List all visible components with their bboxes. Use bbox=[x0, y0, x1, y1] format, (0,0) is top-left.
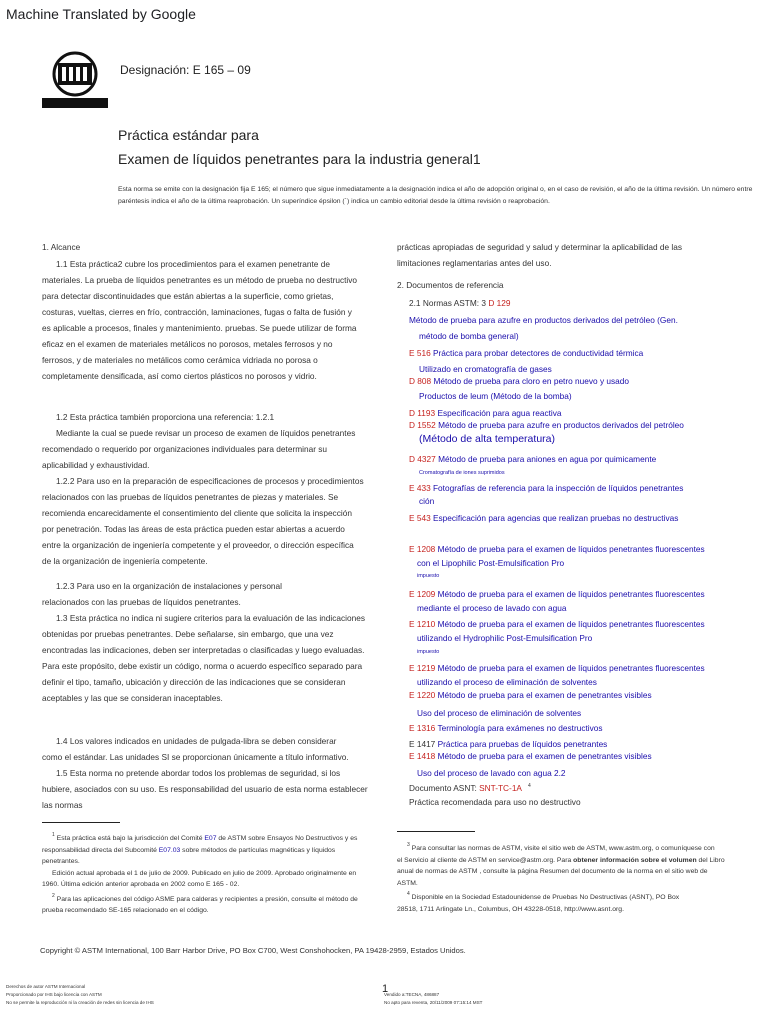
footnote-text: el Servicio al cliente de ASTM en service@astm.org. Para bbox=[397, 856, 574, 864]
para-1-2: 1.2 Esta práctica también proporciona una referencia: 1.2.1 bbox=[56, 412, 275, 422]
para-line: aplicabilidad y exhaustividad. bbox=[42, 460, 150, 470]
ref-title[interactable]: utilizando el Hydrophilic Post-Emulsification Pro bbox=[417, 633, 593, 643]
footnote-line: 28518, 1711 Arlingate Ln., Columbus, OH 43228-0518, http://www.asnt.org. bbox=[397, 905, 624, 913]
footnote-text: responsabilidad directa del Subcomité bbox=[42, 846, 159, 854]
footnote-text: Disponible en la Sociedad Estadounidense de Pruebas No Destructivas (ASNT), PO Box bbox=[411, 894, 680, 901]
subcommittee-link[interactable]: E07.03 bbox=[158, 846, 181, 854]
footnote-line: anual de normas de ASTM , consulte la página Resumen del documento de la norma en el sitio web de bbox=[397, 868, 708, 875]
footnote-line bbox=[397, 855, 737, 867]
ref-title[interactable]: Terminología para exámenes no destructivos bbox=[435, 723, 603, 733]
ref-title[interactable]: Productos de leum (Método de la bomba) bbox=[419, 391, 572, 401]
para-line: recomienda encarecidamente el consentimiento del cliente que solicita la inspección bbox=[42, 508, 352, 518]
para-line: limitaciones reglamentarias antes del uso. bbox=[397, 258, 552, 268]
ref-link-code[interactable]: D 1193 bbox=[409, 408, 436, 418]
footnote-number: 2 bbox=[52, 892, 55, 899]
para-line: es aplicable a procesos, finales y mantenimiento. pruebas. Se puede utilizar de forma bbox=[42, 323, 357, 333]
footnote-text: del Libro bbox=[696, 856, 725, 864]
ref-link-code[interactable]: D 4327 bbox=[409, 454, 436, 464]
para-1-2-3: 1.2.3 Para uso en la organización de instalaciones y personal bbox=[56, 581, 283, 591]
para-line: Mediante la cual se puede revisar un proceso de examen de líquidos penetrantes bbox=[56, 428, 356, 438]
footnote-line: ASTM. bbox=[397, 879, 418, 887]
title-line-1: Práctica estándar para bbox=[118, 127, 259, 143]
footer-left bbox=[6, 983, 154, 1007]
ref-title[interactable]: Utilizado en cromatografía de gases bbox=[419, 364, 552, 374]
ref-title[interactable]: (Método de alta temperatura) bbox=[419, 433, 555, 445]
para-line: como el estándar. Las unidades SI se proporcionan únicamente a título informativo. bbox=[42, 752, 349, 762]
footnote-text: Para consultar las normas de ASTM, visite el sitio web de ASTM, www.astm.org, o comuníquese con bbox=[411, 845, 715, 852]
para-1-4: 1.4 Los valores indicados en unidades de pulgada-libra se deben considerar bbox=[56, 736, 337, 746]
footnote-divider bbox=[42, 822, 120, 823]
ref-e543 bbox=[409, 511, 739, 527]
para-line: costuras, vueltas, cierres en frío, contracción, laminaciones, fugas o falta de fusión y bbox=[42, 307, 352, 317]
footnote-1 bbox=[42, 830, 372, 845]
footnote-line bbox=[42, 845, 372, 857]
para-line: relacionados con las pruebas de líquidos penetrantes. bbox=[42, 597, 241, 607]
ref-title[interactable]: Especificación para agua reactiva bbox=[435, 408, 562, 418]
footnote-text: Esta práctica está bajo la jurisdicción del Comité bbox=[56, 835, 205, 842]
ref-title[interactable]: Práctica para pruebas de líquidos penetrantes bbox=[435, 739, 608, 749]
para-line: entre la organización de ingeniería competente y el proveedor, o dirección específica bbox=[42, 540, 354, 550]
footnote-number: 3 bbox=[407, 842, 410, 848]
ref-title[interactable]: Método de prueba para el examen de líquidos penetrantes fluorescentes bbox=[435, 619, 705, 629]
para-line: eficaz en el examen de materiales metálicos no porosos, metales ferrosos y no bbox=[42, 339, 333, 349]
footnotes-right bbox=[397, 840, 737, 915]
ref-link-code[interactable]: E 516 bbox=[409, 348, 431, 358]
ref-title[interactable]: Método de prueba para azufre en productos derivados del petróleo (Gen. bbox=[409, 315, 678, 325]
copyright-line: Copyright © ASTM International, 100 Barr Harbor Drive, PO Box C700, West Conshohocken, PA 19428-2959, Estados Unidos. bbox=[40, 946, 466, 955]
ref-link-d129[interactable]: D 129 bbox=[488, 298, 511, 308]
ref-d808 bbox=[409, 374, 739, 390]
astm-standards-line bbox=[409, 296, 739, 312]
ref-title[interactable]: Uso del proceso de eliminación de solventes bbox=[417, 708, 582, 718]
ref-e516 bbox=[409, 346, 739, 362]
ref-title[interactable]: Cromatografía de iones suprimidos bbox=[419, 470, 505, 476]
ref-title[interactable]: Método de prueba para aniones en agua por quimicamente bbox=[435, 454, 657, 464]
ref-title[interactable]: Método de prueba para el examen de líquidos penetrantes fluorescentes bbox=[435, 663, 705, 673]
para-line: relacionados con las pruebas de líquidos penetrantes de piezas y materiales. Se bbox=[42, 492, 339, 502]
ref-link-code[interactable]: E 1209 bbox=[409, 589, 436, 599]
para-1-1: 1.1 Esta práctica2 cubre los procedimientos para el examen penetrante de bbox=[56, 259, 330, 269]
ref-title[interactable]: Método de prueba para cloro en petro nuevo y usado bbox=[431, 376, 630, 386]
footnote-line: penetrantes. bbox=[42, 858, 80, 865]
footer-line: Proporcionado por IHS bajo licencia con ASTM bbox=[6, 992, 102, 997]
ref-link-code[interactable]: E 1219 bbox=[409, 663, 436, 673]
footnote-4 bbox=[397, 889, 737, 904]
translator-bar: Machine Translated by Google bbox=[6, 6, 196, 22]
ref-title[interactable]: impuesto bbox=[417, 649, 440, 655]
ref-title[interactable]: impuesto bbox=[417, 573, 440, 579]
committee-link[interactable]: E07 bbox=[204, 835, 217, 842]
footnote-text: de ASTM sobre Ensayos No Destructivos y es bbox=[216, 835, 358, 842]
title-line-2: Examen de líquidos penetrantes para la industria general1 bbox=[118, 151, 481, 167]
para-line: materiales. La prueba de líquidos penetrantes es un método de prueba no destructivo bbox=[42, 275, 358, 285]
footnote-bold: obtener información sobre el volumen bbox=[573, 856, 697, 864]
para-line: ferrosos, y de materiales no metálicos como cerámica vidriada no porosa o bbox=[42, 355, 318, 365]
ref-title[interactable]: Uso del proceso de lavado con agua 2.2 bbox=[417, 768, 566, 778]
para-line: aceptables y las que se consideran inaceptables. bbox=[42, 693, 223, 703]
ref-link-code[interactable]: E 1208 bbox=[409, 544, 436, 554]
footer-right bbox=[384, 991, 483, 1007]
ref-link-code[interactable]: E 433 bbox=[409, 483, 431, 493]
footnotes-left bbox=[42, 830, 372, 917]
footnote-ref: 4 bbox=[527, 783, 531, 789]
ref-title[interactable]: Método de prueba para azufre en productos derivados del petróleo bbox=[435, 420, 684, 430]
para-line: definir el tipo, tamaño, ubicación y dirección de las indicaciones que se consideran bbox=[42, 677, 346, 687]
para-line: Para este propósito, debe existir un código, norma o acuerdo específico separado para bbox=[42, 661, 363, 671]
para-line: para detectar discontinuidades que están abiertas a la superficie, como grietas, bbox=[42, 291, 334, 301]
ref-title-line: Práctica recomendada para uso no destructivo bbox=[409, 797, 581, 807]
footnote-line: Edición actual aprobada el 1 de julio de 2009. Publicado en julio de 2009. Aprobado originalmente en bbox=[52, 869, 357, 877]
para-1-3: 1.3 Esta práctica no indica ni sugiere criterios para la evaluación de las indicaciones bbox=[56, 613, 366, 623]
ref-link-code[interactable]: D 1552 bbox=[409, 420, 436, 430]
label: Documento ASNT: bbox=[409, 783, 480, 793]
ref-title[interactable]: método de bomba general) bbox=[419, 331, 519, 341]
footer-line: Vendido a:TECNA, 486887 bbox=[384, 992, 440, 997]
para-line: obtenidas por pruebas penetrantes. Debe señalarse, sin embargo, que una vez bbox=[42, 629, 334, 639]
footnote-2 bbox=[42, 891, 372, 906]
ref-title[interactable]: Fotografías de referencia para la inspección de líquidos penetrantes bbox=[430, 483, 684, 493]
footnote-text: sobre métodos de partículas magnéticas y líquidos bbox=[180, 846, 336, 854]
footnote-line: 1960. Última edición anterior aprobada en 2002 como E 165 - 02. bbox=[42, 881, 240, 888]
para-line: completamente densificada, así como ciertos plásticos no porosos y vidrio. bbox=[42, 371, 317, 381]
para-line: por penetración. Todas las áreas de esta práctica pueden estar abiertas a acuerdo bbox=[42, 524, 345, 534]
ref-title[interactable]: Método de prueba para el examen de líquidos penetrantes fluorescentes bbox=[435, 589, 705, 599]
designation: Designación: E 165 – 09 bbox=[120, 63, 251, 77]
ref-title[interactable]: con el Lipophilic Post-Emulsification Pro bbox=[417, 558, 565, 568]
ref-title[interactable]: Especificación para agencias que realizan pruebas no destructivas bbox=[430, 513, 679, 523]
astm-logo-icon bbox=[38, 50, 112, 112]
ref-link-code[interactable]: E 1210 bbox=[409, 619, 436, 629]
ref-title[interactable]: Método de prueba para el examen de líquidos penetrantes fluorescentes bbox=[435, 544, 705, 554]
footnote-number: 4 bbox=[407, 891, 410, 897]
footer-line: Derechos de autor ASTM Internacional bbox=[6, 984, 86, 989]
para-line: encontradas las indicaciones, deben ser interpretadas o clasificadas y luego evaluadas. bbox=[42, 645, 365, 655]
footnote-number: 1 bbox=[52, 832, 55, 838]
ref-title[interactable]: mediante el proceso de lavado con agua bbox=[417, 603, 567, 613]
ref-link-snt[interactable]: SNT-TC-1A bbox=[479, 783, 522, 793]
ref-title[interactable]: utilizando el proceso de eliminación de solventes bbox=[417, 677, 597, 687]
intro-note: Esta norma se emite con la designación fija E 165; el número que sigue inmediatamente a la designación indica el año de adopción original o, en el caso de revisión, el año de la última revisión. Un número entre paréntesis indica el año de la última reaprobación. Un superíndice épsilon (´) indica un cambio editorial desde la última revisión o reaprobación. bbox=[118, 186, 753, 205]
ref-link-code[interactable]: E 543 bbox=[409, 513, 431, 523]
section-2-heading: 2. Documentos de referencia bbox=[397, 280, 504, 290]
ref-link-code[interactable]: E 1418 bbox=[409, 751, 436, 761]
para-line: prácticas apropiadas de seguridad y salud y determinar la aplicabilidad de las bbox=[397, 242, 683, 252]
asnt-document bbox=[409, 779, 739, 797]
ref-link-code[interactable]: E 1220 bbox=[409, 690, 436, 700]
ref-e1220 bbox=[409, 688, 739, 704]
ref-code: E 1417 bbox=[409, 739, 436, 749]
ref-link-code[interactable]: D 808 bbox=[409, 376, 432, 386]
ref-title[interactable]: Método de prueba para el examen de penetrantes visibles bbox=[435, 751, 652, 761]
para-line: las normas bbox=[42, 800, 83, 810]
footnote-3 bbox=[397, 840, 737, 855]
footnote-text: Para las aplicaciones del código ASME para calderas y recipientes a presión, consulte el método de bbox=[56, 895, 358, 903]
ref-link-code[interactable]: E 1316 bbox=[409, 723, 436, 733]
ref-title[interactable]: Práctica para probar detectores de conductividad térmica bbox=[430, 348, 644, 358]
para-1-2-2: 1.2.2 Para uso en la preparación de especificaciones de procesos y procedimientos bbox=[56, 476, 364, 486]
page-number: 1 bbox=[382, 983, 389, 995]
ref-e1316 bbox=[409, 721, 739, 737]
para-1-5: 1.5 Esta norma no pretende abordar todos los problemas de seguridad, si los bbox=[56, 768, 341, 778]
footer-line: No apto para reventa, 20/11/2009 07:15:14 MST bbox=[384, 1000, 483, 1005]
footer-line: No se permite la reproducción ni la creación de redes sin licencia de IHS bbox=[6, 1000, 154, 1005]
footnote-line: prueba recomendado SE-165 relacionado en el código. bbox=[42, 907, 209, 914]
ref-e1418 bbox=[409, 749, 739, 765]
label: 2.1 Normas ASTM: 3 bbox=[409, 298, 489, 308]
para-line: de la organización de ingeniería competente. bbox=[42, 556, 208, 566]
ref-title[interactable]: Método de prueba para el examen de penetrantes visibles bbox=[435, 690, 652, 700]
ref-title[interactable]: ción bbox=[419, 496, 435, 506]
para-line: hubiere, asociados con su uso. Es responsabilidad del usuario de esta norma establecer bbox=[42, 784, 368, 794]
footnote-divider bbox=[397, 831, 475, 832]
para-line: recomendado o requerido por organizaciones individuales para determinar su bbox=[42, 444, 328, 454]
section-1-heading: 1. Alcance bbox=[42, 242, 81, 252]
